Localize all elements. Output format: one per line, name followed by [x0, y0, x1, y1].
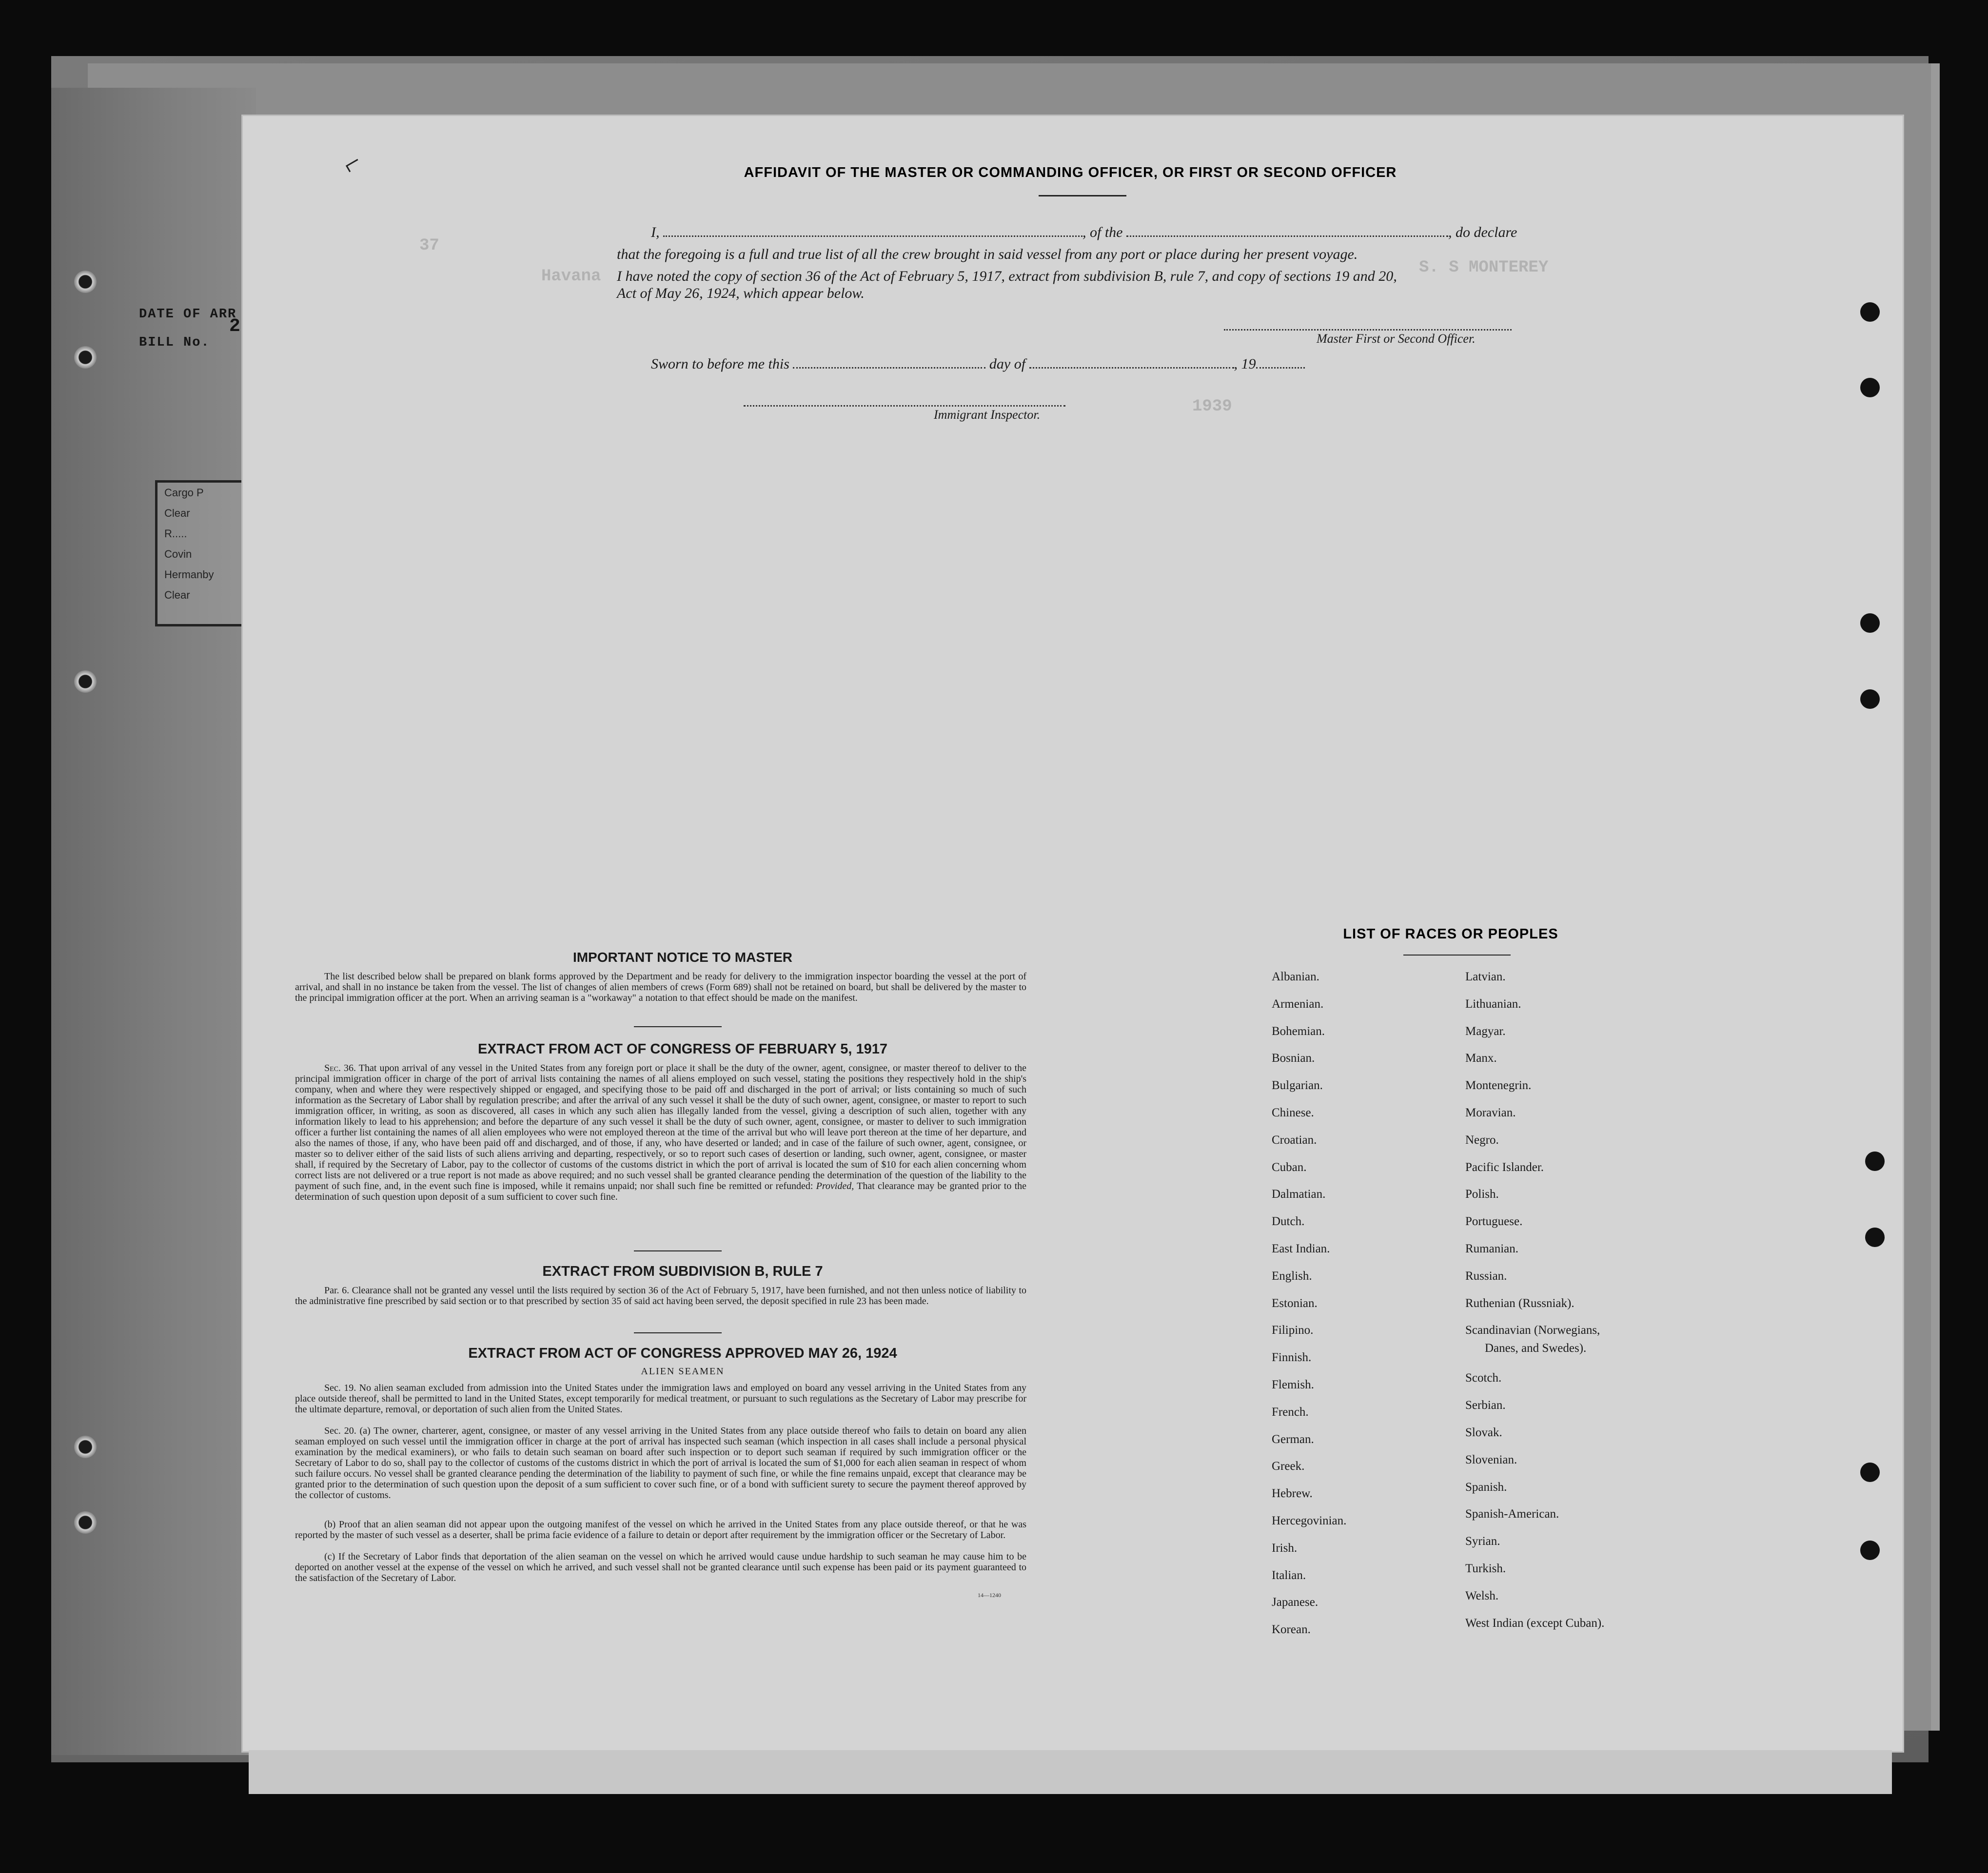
race-item: Chinese. [1272, 1106, 1314, 1119]
race-item: Dutch. [1272, 1215, 1305, 1229]
race-item: Manx. [1465, 1052, 1497, 1065]
master-signature-label: Master First or Second Officer. [1317, 332, 1476, 346]
stamp-line: Clear [164, 507, 190, 519]
page-bottom-edge [249, 1750, 1892, 1794]
act-1917-section: Sec. 36. [324, 1063, 356, 1073]
race-item: Greek. [1272, 1460, 1305, 1473]
stamp-line: Cargo P [164, 487, 204, 499]
binder-hole [1860, 1541, 1880, 1560]
race-item: Rumanian. [1465, 1242, 1519, 1255]
act-1924-title: EXTRACT FROM ACT OF CONGRESS APPROVED MAY 26, 1924 [468, 1346, 897, 1361]
race-item: Hebrew. [1272, 1487, 1313, 1501]
race-item: Irish. [1272, 1541, 1298, 1555]
binder-hole [74, 346, 97, 369]
race-item: Pacific Islander. [1465, 1160, 1544, 1174]
race-item: French. [1272, 1405, 1309, 1419]
race-item: Lithuanian. [1465, 997, 1521, 1011]
date-digit: 2 [229, 316, 241, 337]
binder-hole [1860, 1463, 1880, 1482]
master-signature-line [1224, 328, 1512, 331]
race-item: Dalmatian. [1272, 1188, 1326, 1201]
act-1924-subtitle: ALIEN SEAMEN [641, 1366, 725, 1377]
race-item: Finnish. [1272, 1351, 1312, 1365]
race-item: Albanian. [1272, 970, 1319, 983]
race-item: Italian. [1272, 1568, 1306, 1582]
race-item: Japanese. [1272, 1596, 1319, 1609]
race-item: Slovenian. [1465, 1453, 1517, 1466]
race-item: Portuguese. [1465, 1215, 1523, 1229]
race-item: Ruthenian (Russniak). [1465, 1296, 1575, 1310]
act-1917-body [295, 1063, 1026, 1202]
sworn-year-label: , 19 [1234, 356, 1256, 372]
race-item: Serbian. [1465, 1399, 1506, 1412]
declaration-line-3: I have noted the copy of section 36 of the Act of February 5, 1917, extract from subdivision B, rule 7, and copy of sections 19 and 20, [617, 268, 1397, 284]
act-1917-proviso-text: That clearance may be granted prior to the determination of such question upon deposit of a sum sufficient to cover such fine. [295, 1181, 1027, 1202]
stamp-line: R..... [164, 527, 187, 540]
race-item: Bosnian. [1272, 1052, 1315, 1065]
act-1917-title: EXTRACT FROM ACT OF CONGRESS OF FEBRUARY 5, 1917 [477, 1041, 888, 1057]
race-item: Scotch. [1465, 1371, 1502, 1385]
race-item: Croatian. [1272, 1133, 1317, 1147]
rule-7-title: EXTRACT FROM SUBDIVISION B, RULE 7 [542, 1264, 823, 1279]
declaration-of-the: , of the [1083, 224, 1123, 240]
declaration-line-2: that the foregoing is a full and true list of all the crew brought in said vessel from any port or place during her present voyage. [617, 246, 1358, 262]
race-item: Armenian. [1272, 997, 1324, 1011]
race-item: Flemish. [1272, 1378, 1314, 1391]
declaration-do-declare: , do declare [1448, 224, 1517, 240]
declaration-i: I, [651, 224, 660, 240]
binder-hole [1860, 689, 1880, 709]
binder-hole [74, 1436, 97, 1458]
race-item: Danes, and Swedes). [1485, 1342, 1587, 1355]
sworn-day-label: day of [989, 356, 1026, 372]
race-item: English. [1272, 1269, 1312, 1283]
race-item: Estonian. [1272, 1296, 1318, 1310]
binder-hole [74, 670, 97, 693]
section-rule [634, 1250, 722, 1251]
race-item: Polish. [1465, 1188, 1499, 1201]
stamp-line: Covin [164, 548, 192, 560]
act-1917-text: That upon arrival of any vessel in the United States from any foreign port or place it shall be the duty of the owner, agent, consignee, or master thereof to deliver to the principal immigration officer in charge of the port of arrival lists containing the names of all aliens employed on such vessel, stating the positions they respectively hold in the ship's company, when and where they were respectively shipped or engaged, and specifying those to be paid off and discharged in the port of arrival; or lists containing so much of such information as the Secretary of Labor shall by regulation prescribe; and after the arrival of any such vessel it shall be the duty of such owner, agent, consignee, or master to report to such immigration officer, in writing, as soon as discovered, all cases in which any such alien has illegally landed from the vessel, giving a description of such alien, together with any information likely to lead to his apprehension; and before the departure of any such vessel it shall be the duty of such owner, agent, consignee, or master to deliver to such immigration officer a further list containing the names of all alien employees who were not employed thereon at the time of the arrival but who will leave port thereon at the time of her departure, and also the names of those, if any, who have been paid off and discharged, and of those, if any, who have deserted or landed; and in case of the failure of such owner, agent, consignee, or master so to deliver either of the said lists of such aliens arriving and departing, respectively, or so to report such cases of desertion or landing, such owner, agent, consignee, or master shall, if required by the Secretary of Labor, pay to the collector of customs of the customs district in which the port of arrival is located the sum of $10 for each alien concerning whom correct lists are not delivered or a true report is not made as above required; and no such vessel shall be granted clearance pending the determination of the question of the liability to the payment of such fine, and, in the event such fine is imposed, while it remains unpaid; nor shall such fine be remitted or refunded: [295, 1063, 1027, 1191]
act-1917-proviso: Provided, [816, 1181, 854, 1191]
declaration-line-4: Act of May 26, 1924, which appear below. [617, 285, 865, 301]
race-item: Montenegrin. [1465, 1079, 1532, 1093]
binder-hole [1860, 302, 1880, 322]
inspector-signature-label: Immigrant Inspector. [934, 408, 1041, 422]
race-item: Latvian. [1465, 970, 1506, 983]
race-item: Hercegovinian. [1272, 1514, 1347, 1527]
race-item: Negro. [1465, 1133, 1499, 1147]
race-item: Spanish-American. [1465, 1507, 1559, 1521]
race-item: East Indian. [1272, 1242, 1330, 1255]
title-rule [1039, 195, 1126, 196]
act-1924-sec-19: Sec. 19. No alien seaman excluded from admission into the United States under the immigration laws and employed on board any vessel arriving in the United States from any place outside thereof, shall be permitted to land in the United States, except temporarily for medical treatment, or pursuant to such regulations as the Secretary of Labor may prescribe for the ultimate departure, removal, or deportation of such alien from the United States. [295, 1383, 1026, 1415]
binder-hole [1860, 378, 1880, 397]
act-1924-sec-20a: Sec. 20. (a) The owner, charterer, agent, consignee, or master of any vessel arriving in the United States from any place outside thereof who fails to detain on board any alien seaman employed on such vessel until the immigration officer in charge at the port of arrival has inspected such seaman (which inspection in all cases shall include a personal physical examination by the medical examiners), or who fails to detain such seaman on board after such inspection or to deport such seaman if required by such immigration officer or the Secretary of Labor to do so, shall pay to the collector of customs of the customs district in which the port of arrival is located the sum of $1,000 for each alien seaman in respect of whom such failure occurs. No vessel shall be granted clearance pending the determination of the liability to payment of such fine, or while the fine remains unpaid, except that clearance may be granted prior to the determination of such question upon the deposit of a sum sufficient to cover such fine, or of a bond with sufficient surety to secure the payment thereof approved by the collector of customs. [295, 1425, 1026, 1501]
bleed-year-stamp: 1939 [1192, 397, 1232, 416]
race-item: Bohemian. [1272, 1024, 1325, 1038]
date-of-arrival-label: DATE OF ARR [139, 307, 237, 322]
declaration-line-1 [651, 222, 1517, 243]
race-item: Welsh. [1465, 1589, 1499, 1602]
race-item: Slovak. [1465, 1426, 1502, 1439]
notice-title: IMPORTANT NOTICE TO MASTER [572, 950, 793, 965]
section-rule [634, 1332, 722, 1333]
binder-hole [1865, 1151, 1885, 1171]
bill-number-label: BILL No. [139, 335, 210, 350]
race-item: Moravian. [1465, 1106, 1516, 1119]
inspector-signature-line [744, 404, 1065, 407]
act-1924-sec-20b: (b) Proof that an alien seaman did not appear upon the outgoing manifest of the vessel on which he arrived in the United States from any place outside thereof, or that he was reported by the master of such vessel as a deserter, shall be prima facie evidence of a failure to detain or deport after requirement by the immigration officer or the Secretary of Labor. [295, 1519, 1026, 1541]
section-rule [634, 1026, 722, 1027]
race-item: Magyar. [1465, 1024, 1506, 1038]
race-item: Russian. [1465, 1269, 1507, 1283]
bleed-page-number: 37 [419, 236, 439, 255]
bleed-port: Havana [541, 267, 601, 286]
race-item: Spanish. [1465, 1480, 1507, 1494]
binder-hole [1860, 613, 1880, 633]
races-title: LIST OF RACES OR PEOPLES [1343, 926, 1558, 942]
notice-body: The list described below shall be prepared on blank forms approved by the Department and be ready for delivery to the immigration inspector boarding the vessel at the port of arrival, and shall in no instance be taken from the vessel. The list of changes of alien members of crews (Form 689) shall not be retained on board, but shall be delivered by the master to the principal immigration officer at the port. When an arriving seaman is a "workaway" a notation to that effect should be made on the manifest. [295, 971, 1026, 1003]
race-item: West Indian (except Cuban). [1465, 1616, 1605, 1630]
pencil-mark: ⌐ [336, 145, 367, 181]
race-item: German. [1272, 1432, 1314, 1446]
bleed-ship-ref: S. S MONTEREY [1419, 258, 1549, 277]
race-item: Bulgarian. [1272, 1079, 1323, 1093]
affidavit-title: AFFIDAVIT OF THE MASTER OR COMMANDING OFFICER, OR FIRST OR SECOND OFFICER [744, 165, 1397, 180]
race-item: Turkish. [1465, 1562, 1506, 1575]
binder-hole [1865, 1228, 1885, 1247]
race-item: Korean. [1272, 1623, 1311, 1637]
race-item: Cuban. [1272, 1160, 1307, 1174]
rule-7-body: Par. 6. Clearance shall not be granted any vessel until the lists required by section 36 of the Act of February 5, 1917, have been furnished, and not then unless notice of liability to the administrative fine prescribed by said section or to that prescribed by section 35 of said act having been served, the deposit specified in rule 23 has been made. [295, 1285, 1026, 1307]
race-item: Syrian. [1465, 1535, 1500, 1548]
binder-hole [74, 1511, 97, 1534]
stamp-line: Clear [164, 589, 190, 601]
sworn-line [651, 353, 1305, 375]
binder-hole [74, 271, 97, 293]
race-item: Filipino. [1272, 1324, 1314, 1337]
form-number: 14—1240 [978, 1592, 1001, 1599]
race-item: Scandinavian (Norwegians, [1465, 1324, 1600, 1337]
sworn-label: Sworn to before me this [651, 356, 789, 372]
races-title-rule [1403, 955, 1511, 956]
act-1924-sec-20c: (c) If the Secretary of Labor finds that deportation of the alien seaman on the vessel on which he arrived would cause undue hardship to such seaman he may cause him to be deported on another vessel at the expense of the vessel on which he arrived, and such vessel shall not be granted clearance until such expense has been paid or its payment guaranteed to the satisfaction of the Secretary of Labor. [295, 1551, 1026, 1583]
stamp-line: Hermanby [164, 568, 214, 581]
